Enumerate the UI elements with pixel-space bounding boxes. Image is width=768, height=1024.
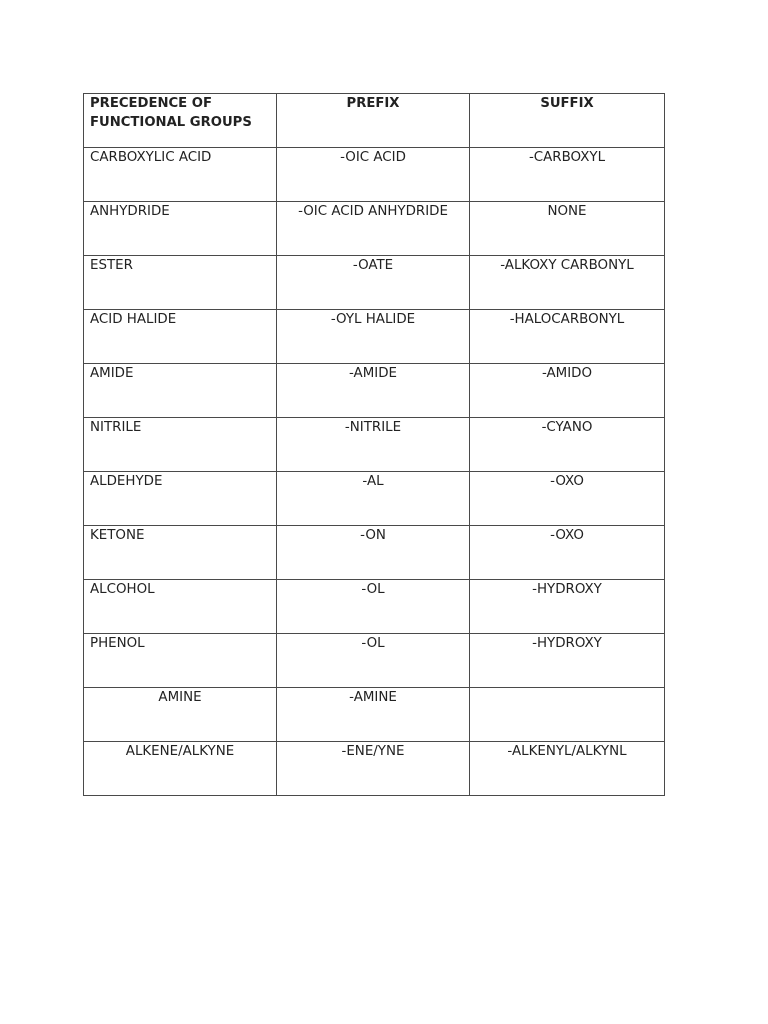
cell-functional-group — [84, 526, 277, 580]
header-suffix-label: SUFFIX — [540, 96, 594, 111]
cell-suffix — [470, 580, 665, 634]
cell-prefix-text: -OL — [361, 636, 385, 651]
table-body — [84, 148, 665, 796]
cell-prefix-text: -OL — [361, 582, 385, 597]
cell-suffix-text: NONE — [547, 204, 587, 219]
cell-suffix — [470, 310, 665, 364]
cell-prefix — [277, 202, 470, 256]
table-row — [84, 634, 665, 688]
table-row — [84, 310, 665, 364]
cell-functional-group-text: ALCOHOL — [90, 582, 155, 597]
table-row — [84, 472, 665, 526]
cell-prefix — [277, 418, 470, 472]
cell-suffix-text: -HYDROXY — [532, 636, 602, 651]
cell-functional-group — [84, 472, 277, 526]
cell-suffix-text: -CARBOXYL — [528, 150, 606, 165]
cell-functional-group — [84, 202, 277, 256]
table-row — [84, 364, 665, 418]
cell-prefix — [277, 580, 470, 634]
cell-functional-group-text: CARBOXYLIC ACID — [90, 150, 212, 165]
cell-prefix — [277, 742, 470, 796]
cell-functional-group — [84, 418, 277, 472]
cell-suffix-text: -AMIDO — [541, 366, 593, 381]
table-row — [84, 688, 665, 742]
table-row — [84, 742, 665, 796]
cell-prefix-text: -OYL HALIDE — [330, 312, 416, 327]
cell-prefix — [277, 526, 470, 580]
cell-suffix-text: -ALKENYL/ALKYNL — [507, 744, 627, 759]
header-precedence-label: PRECEDENCE OF FUNCTIONAL GROUPS — [90, 96, 252, 130]
cell-suffix-text: -ALKOXY CARBONYL — [500, 258, 634, 273]
cell-prefix — [277, 310, 470, 364]
cell-suffix — [470, 688, 665, 742]
cell-prefix — [277, 688, 470, 742]
cell-functional-group-text: ALKENE/ALKYNE — [125, 744, 235, 759]
table-row — [84, 256, 665, 310]
header-suffix — [470, 94, 665, 148]
cell-functional-group — [84, 310, 277, 364]
table-row — [84, 148, 665, 202]
cell-prefix-text: -OIC ACID — [340, 150, 406, 165]
cell-functional-group-text: ANHYDRIDE — [90, 204, 170, 219]
cell-prefix — [277, 364, 470, 418]
cell-suffix — [470, 526, 665, 580]
cell-prefix-text: -ON — [360, 528, 386, 543]
cell-suffix — [470, 256, 665, 310]
cell-prefix-text: -NITRILE — [344, 420, 402, 435]
cell-suffix-text: -OXO — [550, 528, 584, 543]
cell-prefix-text: -OATE — [352, 258, 394, 273]
cell-suffix-text: -HALOCARBONYL — [509, 312, 625, 327]
table-row — [84, 580, 665, 634]
cell-functional-group — [84, 688, 277, 742]
cell-functional-group-text: AMIDE — [90, 366, 134, 381]
cell-suffix — [470, 418, 665, 472]
header-prefix-label: PREFIX — [346, 96, 400, 111]
table-row — [84, 526, 665, 580]
cell-prefix — [277, 256, 470, 310]
header-precedence — [84, 94, 277, 148]
cell-functional-group-text: NITRILE — [90, 420, 142, 435]
cell-functional-group-text: ALDEHYDE — [90, 474, 163, 489]
cell-suffix-text: -HYDROXY — [532, 582, 602, 597]
table-header-row — [84, 94, 665, 148]
cell-suffix — [470, 202, 665, 256]
cell-suffix-text: -CYANO — [541, 420, 593, 435]
cell-functional-group — [84, 742, 277, 796]
cell-prefix-text: -OIC ACID ANHYDRIDE — [298, 204, 448, 219]
cell-suffix — [470, 634, 665, 688]
cell-prefix — [277, 148, 470, 202]
cell-prefix — [277, 472, 470, 526]
functional-groups-table — [83, 93, 665, 796]
cell-prefix-text: -AMINE — [349, 690, 397, 705]
cell-functional-group — [84, 634, 277, 688]
cell-prefix-text: -ENE/YNE — [341, 744, 405, 759]
cell-suffix — [470, 742, 665, 796]
cell-functional-group-text: PHENOL — [90, 636, 145, 651]
cell-suffix-text: -OXO — [550, 474, 584, 489]
cell-functional-group-text: AMINE — [158, 690, 202, 705]
cell-suffix — [470, 472, 665, 526]
cell-functional-group — [84, 580, 277, 634]
cell-functional-group — [84, 256, 277, 310]
cell-functional-group — [84, 148, 277, 202]
cell-prefix — [277, 634, 470, 688]
header-prefix — [277, 94, 470, 148]
cell-functional-group-text: ESTER — [90, 258, 133, 273]
cell-suffix — [470, 148, 665, 202]
cell-prefix-text: -AL — [362, 474, 384, 489]
cell-suffix — [470, 364, 665, 418]
cell-functional-group-text: ACID HALIDE — [90, 312, 177, 327]
cell-prefix-text: -AMIDE — [349, 366, 397, 381]
table-row — [84, 418, 665, 472]
table-row — [84, 202, 665, 256]
cell-functional-group-text: KETONE — [90, 528, 145, 543]
cell-functional-group — [84, 364, 277, 418]
